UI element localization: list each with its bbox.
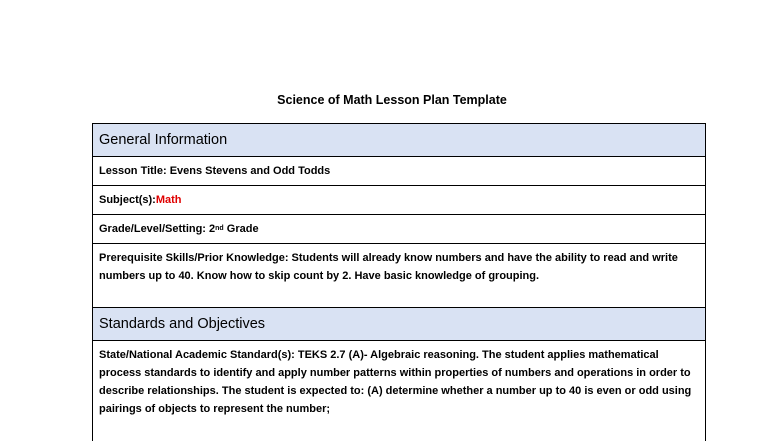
- state-standard-field: State/National Academic Standard(s): TEKS 2.7 (A)- Algebraic reasoning. The student applies mathematical process standards to identify and apply number patterns within properties of numbers and operations in order to describe relationships. The student is expected to: (A) determine whether a number up to 40 is even or odd using pairings of objects to represent the number;: [99, 349, 692, 415]
- lesson-title-field: Lesson Title: Evens Stevens and Odd Todds: [93, 157, 705, 186]
- document-title: Science of Math Lesson Plan Template: [277, 93, 507, 107]
- grade-level-field: Grade/Level/Setting: 2 nd Grade: [93, 215, 705, 244]
- grade-suffix: Grade: [223, 223, 259, 235]
- prerequisite-field: Prerequisite Skills/Prior Knowledge: Students will already know numbers and have the ability to read and write numbers up to 40. Know how to skip count by 2. Have basic knowledge of grouping.: [93, 244, 705, 308]
- section-standards-objectives: Standards and Objectives: [93, 308, 705, 341]
- lesson-plan-table: [92, 123, 706, 441]
- section-general-information: General Information: [93, 124, 705, 157]
- grade-prefix: Grade/Level/Setting: 2: [99, 223, 216, 235]
- subject-label: Subject(s):: [99, 194, 156, 206]
- subject-value: Math: [155, 194, 182, 206]
- subject-field: [93, 186, 705, 215]
